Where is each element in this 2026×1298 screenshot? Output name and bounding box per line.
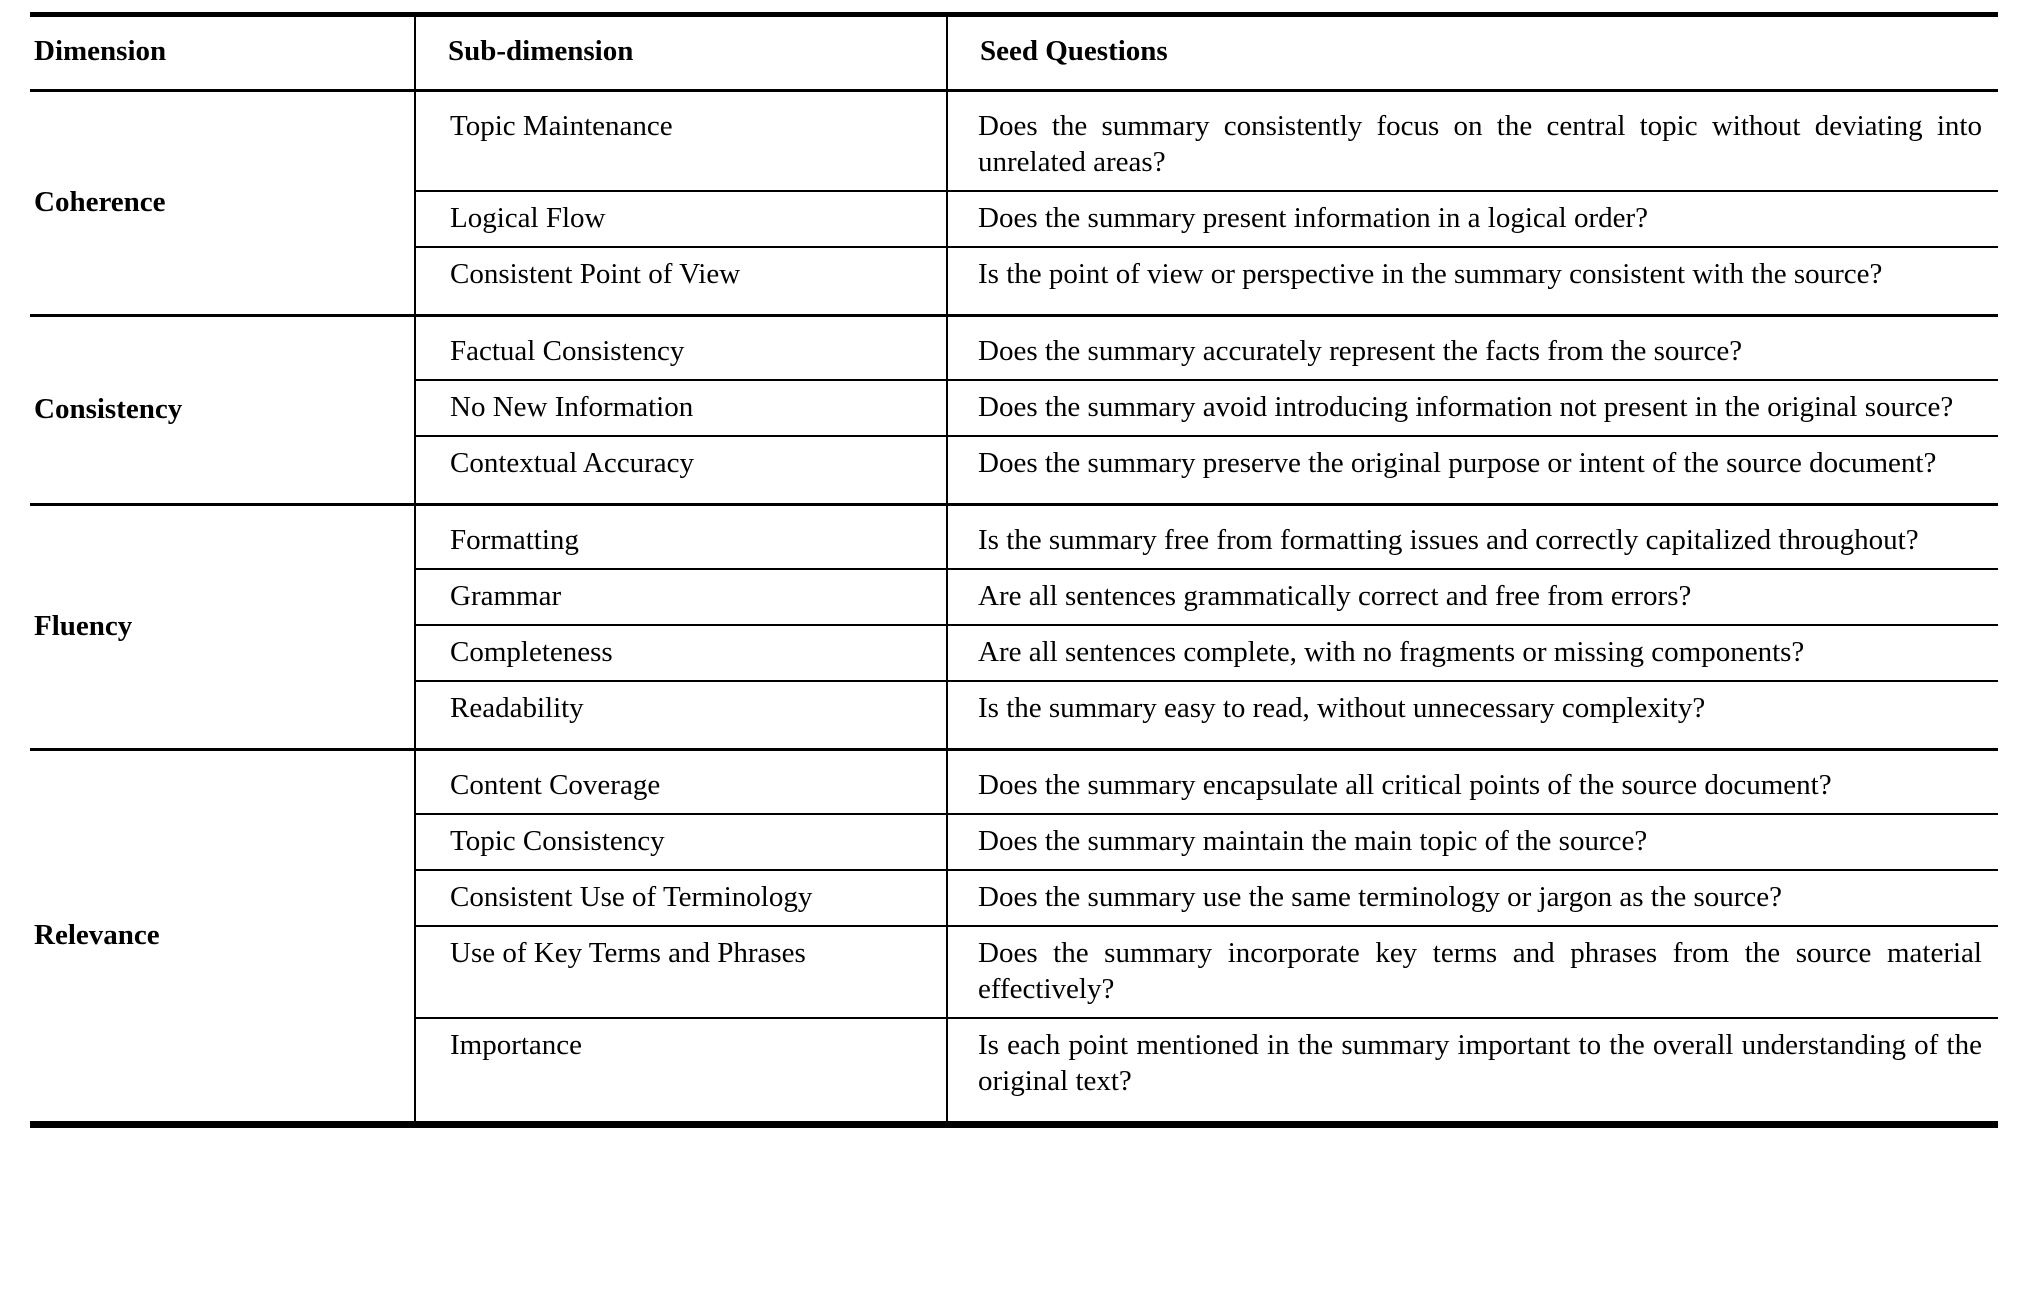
sub-dimension-cell: Content Coverage bbox=[415, 750, 947, 815]
seed-question-cell: Does the summary present information in a logical order? bbox=[947, 191, 1998, 247]
sub-dimension-cell: Use of Key Terms and Phrases bbox=[415, 926, 947, 1018]
group-fluency bbox=[30, 505, 1998, 750]
sub-dimension-cell: Consistent Use of Terminology bbox=[415, 870, 947, 926]
group-coherence bbox=[30, 91, 1998, 316]
sub-dimension-cell: Logical Flow bbox=[415, 191, 947, 247]
sub-dimension-cell: Topic Consistency bbox=[415, 814, 947, 870]
evaluation-dimensions-table bbox=[30, 12, 1998, 1128]
seed-question-cell: Are all sentences grammatically correct and free from errors? bbox=[947, 569, 1998, 625]
seed-question-cell: Does the summary encapsulate all critical points of the source document? bbox=[947, 750, 1998, 815]
seed-question-cell: Does the summary maintain the main topic of the source? bbox=[947, 814, 1998, 870]
sub-dimension-cell: No New Information bbox=[415, 380, 947, 436]
table-row bbox=[30, 750, 1998, 815]
sub-dimension-cell: Factual Consistency bbox=[415, 316, 947, 381]
sub-dimension-cell: Completeness bbox=[415, 625, 947, 681]
dimension-cell-consistency: Consistency bbox=[34, 393, 183, 425]
dimension-cell-coherence: Coherence bbox=[34, 186, 166, 218]
group-consistency bbox=[30, 316, 1998, 505]
sub-dimension-cell: Grammar bbox=[415, 569, 947, 625]
table-header bbox=[30, 15, 1998, 91]
header-cell-seed-questions: Seed Questions bbox=[947, 15, 1998, 91]
sub-dimension-cell: Consistent Point of View bbox=[415, 247, 947, 316]
seed-question-cell: Are all sentences complete, with no fragments or missing components? bbox=[947, 625, 1998, 681]
table-row bbox=[30, 91, 1998, 192]
sub-dimension-cell: Topic Maintenance bbox=[415, 91, 947, 192]
dimension-cell-fluency: Fluency bbox=[34, 610, 133, 642]
header-cell-dimension: Dimension bbox=[34, 35, 167, 67]
seed-question-cell: Does the summary use the same terminology or jargon as the source? bbox=[947, 870, 1998, 926]
dimension-cell-relevance: Relevance bbox=[34, 919, 160, 951]
table-row bbox=[30, 316, 1998, 381]
sub-dimension-cell: Importance bbox=[415, 1018, 947, 1125]
header-row bbox=[30, 15, 1998, 91]
group-relevance bbox=[30, 750, 1998, 1125]
seed-question-cell: Is the point of view or perspective in the summary consistent with the source? bbox=[947, 247, 1998, 316]
seed-question-cell: Is the summary easy to read, without unnecessary complexity? bbox=[947, 681, 1998, 750]
seed-question-cell: Does the summary consistently focus on the central topic without deviating into unrelated areas? bbox=[947, 91, 1998, 192]
seed-question-cell: Does the summary incorporate key terms and phrases from the source material effectively? bbox=[947, 926, 1998, 1018]
sub-dimension-cell: Contextual Accuracy bbox=[415, 436, 947, 505]
sub-dimension-cell: Readability bbox=[415, 681, 947, 750]
sub-dimension-cell: Formatting bbox=[415, 505, 947, 570]
header-cell-sub-dimension: Sub-dimension bbox=[415, 15, 947, 91]
seed-question-cell: Does the summary avoid introducing information not present in the original source? bbox=[947, 380, 1998, 436]
seed-question-cell: Does the summary accurately represent the facts from the source? bbox=[947, 316, 1998, 381]
table-row bbox=[30, 505, 1998, 570]
seed-question-cell: Is each point mentioned in the summary important to the overall understanding of the original text? bbox=[947, 1018, 1998, 1125]
seed-question-cell: Is the summary free from formatting issues and correctly capitalized throughout? bbox=[947, 505, 1998, 570]
seed-question-cell: Does the summary preserve the original purpose or intent of the source document? bbox=[947, 436, 1998, 505]
